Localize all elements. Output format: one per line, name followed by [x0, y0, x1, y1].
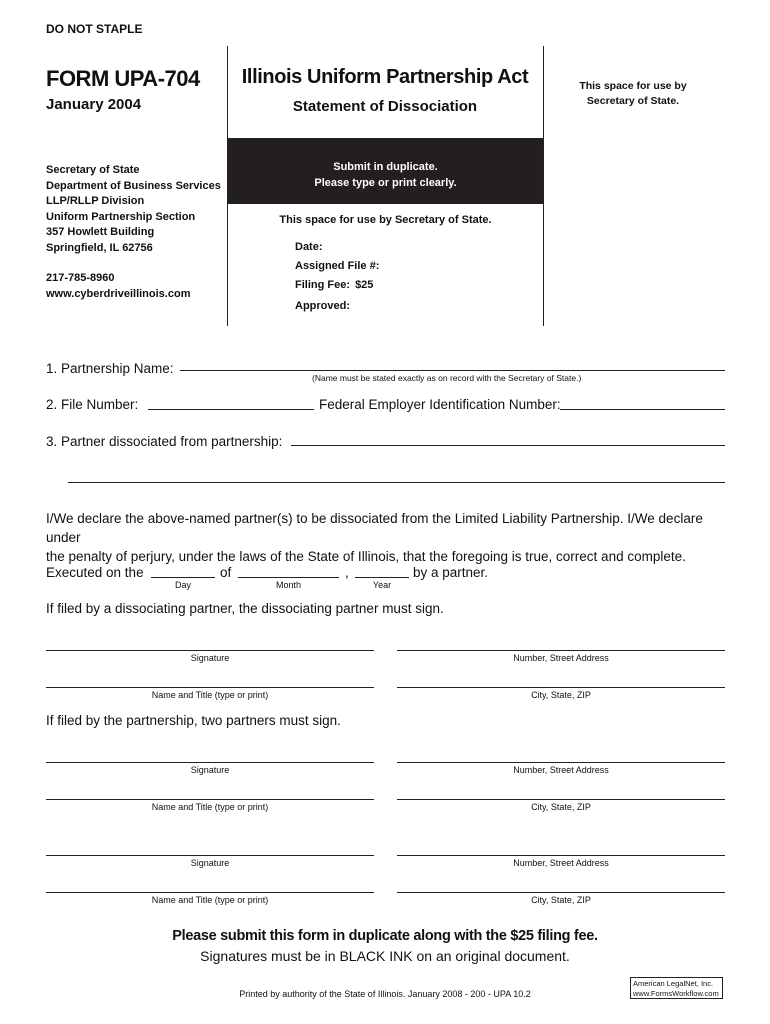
name-title-caption: Name and Title (type or print)	[151, 802, 269, 812]
phone-number: 217-785-8960	[46, 272, 115, 284]
ink-note: Signatures must be in BLACK INK on an original document.	[200, 948, 570, 964]
partnership-name-label: 1. Partnership Name:	[46, 361, 174, 376]
address-line: Uniform Partnership Section	[46, 210, 196, 223]
street-address-line[interactable]	[397, 855, 725, 856]
address-line: 357 Howlett Building	[46, 226, 155, 238]
declaration-line1: I/We declare the above-named partner(s) to be dissociated from the Limited Liability Partnership. I/We declare under	[46, 511, 703, 545]
vendor-website[interactable]: www.FormsWorkflow.com	[633, 989, 719, 998]
city-state-zip-caption: City, State, ZIP	[531, 895, 591, 905]
instruction-line1: Submit in duplicate.	[333, 161, 438, 173]
executed-of: of	[220, 565, 232, 580]
executed-suffix: by a partner.	[413, 565, 489, 580]
declaration-line2: the penalty of perjury, under the laws of the State of Illinois, that the foregoing is true, correct and complete.	[46, 549, 686, 564]
address-line: Springfield, IL 62756	[46, 241, 153, 254]
executed-comma: ,	[345, 565, 349, 580]
street-address-line[interactable]	[397, 762, 725, 763]
filing-fee-value: $25	[355, 279, 374, 291]
printed-by-note: Printed by authority of the State of Illinois. January 2008 - 200 - UPA 10.2	[239, 989, 531, 999]
executed-year-line[interactable]	[355, 577, 409, 578]
file-number-line[interactable]	[148, 409, 314, 410]
street-address-line[interactable]	[397, 650, 725, 651]
form-subtitle: Statement of Dissociation	[292, 98, 478, 115]
day-caption: Day	[174, 580, 191, 590]
city-state-zip-caption: City, State, ZIP	[531, 802, 591, 812]
filing-fee-label: Filing Fee:	[295, 279, 350, 291]
name-title-line[interactable]	[46, 687, 374, 688]
city-state-zip-line[interactable]	[397, 687, 725, 688]
right-divider	[543, 46, 544, 326]
signature-caption: Signature	[190, 765, 230, 775]
city-state-zip-line[interactable]	[397, 799, 725, 800]
executed-month-line[interactable]	[238, 577, 339, 578]
partner-dissociated-line[interactable]	[291, 445, 725, 446]
name-title-caption: Name and Title (type or print)	[151, 895, 269, 905]
sos-space-line1: This space for use by	[579, 80, 687, 92]
fein-label: Federal Employer Identification Number:	[319, 397, 561, 412]
city-state-zip-line[interactable]	[397, 892, 725, 893]
sos-space-line2: Secretary of State.	[586, 95, 680, 107]
office-use-title: This space for use by Secretary of State.	[279, 214, 492, 226]
name-title-line[interactable]	[46, 799, 374, 800]
year-caption: Year	[372, 580, 392, 590]
submit-note: Please submit this form in duplicate along with the $25 filing fee.	[172, 928, 598, 944]
signature-caption: Signature	[190, 858, 230, 868]
instructions-box	[228, 139, 543, 204]
executed-day-line[interactable]	[151, 577, 215, 578]
vendor-box	[630, 977, 723, 999]
dissociating-partner-heading: If filed by a dissociating partner, the dissociating partner must sign.	[46, 601, 444, 616]
office-date-label: Date:	[295, 241, 323, 253]
form-date: January 2004	[46, 96, 142, 113]
executed-prefix: Executed on the	[46, 565, 144, 580]
signature-line[interactable]	[46, 762, 374, 763]
street-address-caption: Number, Street Address	[513, 653, 609, 663]
partnership-name-line[interactable]	[180, 370, 725, 371]
sos-space-note	[548, 79, 718, 109]
signature-line[interactable]	[46, 855, 374, 856]
month-caption: Month	[275, 580, 301, 590]
fein-line[interactable]	[560, 409, 725, 410]
partnership-heading: If filed by the partnership, two partners must sign.	[46, 713, 341, 728]
office-filing-fee	[295, 279, 373, 291]
vendor-name: American LegalNet, Inc.	[633, 979, 714, 988]
street-address-caption: Number, Street Address	[513, 765, 609, 775]
city-state-zip-caption: City, State, ZIP	[531, 690, 591, 700]
instruction-line2: Please type or print clearly.	[314, 177, 457, 189]
act-title: Illinois Uniform Partnership Act	[241, 66, 529, 88]
partnership-name-note: (Name must be stated exactly as on record with the Secretary of State.)	[312, 373, 582, 383]
office-assigned-file-label: Assigned File #:	[295, 260, 380, 272]
address-line: Secretary of State	[46, 164, 140, 176]
sos-address-block	[46, 163, 221, 302]
office-approved-label: Approved:	[295, 300, 350, 312]
do-not-staple-notice: DO NOT STAPLE	[46, 22, 143, 36]
address-line: Department of Business Services	[46, 179, 221, 192]
declaration-text	[46, 509, 736, 566]
signature-caption: Signature	[190, 653, 230, 663]
website-link[interactable]: www.cyberdriveillinois.com	[46, 287, 191, 300]
partner-dissociated-label: 3. Partner dissociated from partnership:	[46, 434, 283, 449]
address-line: LLP/RLLP Division	[46, 195, 145, 207]
signature-line[interactable]	[46, 650, 374, 651]
form-number: FORM UPA-704	[46, 66, 200, 91]
name-title-caption: Name and Title (type or print)	[151, 690, 269, 700]
file-number-label: 2. File Number:	[46, 397, 139, 412]
partner-dissociated-line-2[interactable]	[68, 482, 725, 483]
name-title-line[interactable]	[46, 892, 374, 893]
street-address-caption: Number, Street Address	[513, 858, 609, 868]
